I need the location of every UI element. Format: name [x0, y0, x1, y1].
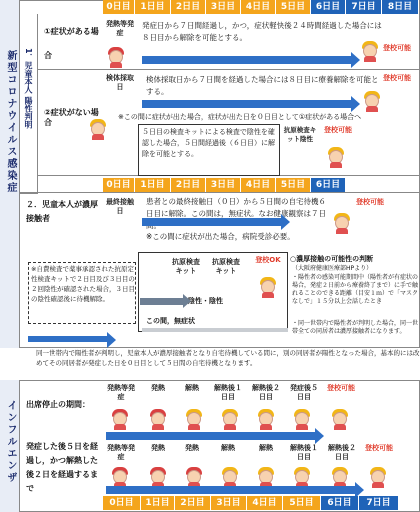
flu-r1-school: 登校可能	[327, 384, 355, 392]
flu-r1-c2: 解熱	[185, 384, 199, 392]
case2-kit-school-ok: 登校可能	[324, 126, 352, 134]
contact-col-label: 最終接触日	[106, 198, 134, 215]
case1-child-icon	[106, 46, 126, 68]
flu-r1-icon	[330, 408, 350, 430]
contact-info-sub: （大阪府健康医療部HPより）	[292, 265, 373, 272]
flu-r2-c6: 解熱後２日目	[328, 444, 356, 461]
no-symptom-band	[142, 328, 288, 332]
section2-title: ２．児童本人が濃厚接触者	[26, 200, 98, 223]
covid-category-label: 新型コロナウイルス感染症	[5, 50, 16, 194]
flu-r2-icon	[110, 466, 130, 488]
flu-r2-icon	[148, 466, 168, 488]
flu-r2-c0: 発熱等発症	[107, 444, 135, 461]
case1-text: 発症日から７日間経過し，かつ，症状軽快後２４時間経過した場合には８日目から解除を可能とする。	[142, 21, 382, 42]
flu-r2-icon	[184, 466, 204, 488]
kit2-label: 抗原検査キット	[212, 258, 240, 275]
day-cell: 8日目	[382, 0, 419, 14]
case1-col-label: 発熱等発症	[106, 20, 134, 37]
flu-r2-c3: 解熱	[221, 444, 235, 452]
case2-kit-label: 抗原検査キット陰性	[283, 126, 317, 143]
case2-kit-text: ５日目の検査キットによる検査で陰性を確認した場合，５日間経過後（６日目）に解除を可能とする。	[142, 128, 275, 158]
day-cell: 3日目	[211, 496, 247, 510]
contact-school-ok: 登校可能	[356, 198, 384, 206]
flu-r1-arrow	[106, 432, 316, 440]
day-cell: 2日目	[171, 178, 206, 192]
case1-arrow	[142, 56, 352, 64]
case2-school-ok: 登校可能	[383, 74, 411, 82]
day-cell: 2日目	[175, 496, 211, 510]
flu-r2-c4: 解熱	[259, 444, 273, 452]
contact-info-2: ・同一世帯内で陽性者が判明した場合，同一世帯全ての同居者は濃厚接触者になります。	[292, 320, 419, 335]
day-cell: 1日目	[141, 496, 175, 510]
flu-rule-text: 発症した後５日を経過し，かつ解熱した後２日を経過するまで	[26, 442, 98, 493]
flu-rule-title: 出席停止の期間：	[26, 400, 90, 409]
day-cell: 2日目	[171, 0, 206, 14]
flu-r1-icon	[220, 408, 240, 430]
flu-r2-icon	[368, 466, 388, 488]
day-cell: 4日目	[241, 0, 276, 14]
flu-r2-icon	[220, 466, 240, 488]
day-cell: 0日目	[103, 0, 135, 14]
case2-label: ②症状がない場合	[44, 108, 99, 127]
flu-r1-c5: 発症後５日目	[290, 384, 318, 401]
day-header-top	[103, 0, 419, 14]
flu-r2-icon	[292, 466, 312, 488]
flu-r2-c1: 発熱	[151, 444, 165, 452]
kit-school-ok: 登校OK	[255, 256, 281, 264]
day-cell: 1日目	[135, 178, 171, 192]
kit-result: 陰性・陰性	[188, 297, 223, 305]
flu-r1-icon	[256, 408, 276, 430]
day-cell: 3日目	[206, 0, 241, 14]
day-header-mid	[103, 178, 346, 192]
section1-title: 1．児童本人 陽性判明	[24, 48, 33, 129]
day-cell: 0日目	[103, 496, 141, 510]
flu-r2-arrow	[106, 486, 356, 494]
flu-r2-icon	[256, 466, 276, 488]
day-cell: 0日目	[103, 178, 135, 192]
day-cell: 1日目	[135, 0, 171, 14]
contact-child-icon	[332, 212, 352, 234]
day-cell: 6日目	[311, 178, 346, 192]
contact-arrow	[142, 218, 282, 226]
flu-r1-icon	[184, 408, 204, 430]
flu-r2-c2: 発熱	[185, 444, 199, 452]
case1-school-ok: 登校可能	[383, 44, 411, 52]
contact-note: ※この間に症状が出た場合，病院受診必要。	[146, 232, 295, 241]
day-cell: 7日目	[359, 496, 399, 510]
case1-label: ①症状がある場合	[44, 27, 99, 60]
household-arrow	[28, 336, 108, 342]
self-test-note: ※自費検査で薬事承認された抗原定性検査キットで２日目及び３日目の２回陰性が確認された場合，３日目の陰性確認後に待機解除。	[31, 265, 135, 303]
case2-child-ok-icon	[362, 90, 382, 112]
case1-child-ok-icon	[360, 40, 380, 62]
contact-info-1: ・陽性者の感染可能期間中（陽性者が有症状の場合，発症２日前から療養終了まで）に手で触れることのできる距離（目安１ｍ）で「マスクなしで」１５分以上会話したとき	[292, 274, 419, 305]
day-cell: 7日目	[346, 0, 382, 14]
flu-r2-c5: 解熱後１日目	[290, 444, 318, 461]
no-symptom-label: この間，無症状	[146, 317, 195, 325]
case2-text: 検体採取日から７日間を経過した場合には８日目に療養解除を可能とする。	[146, 75, 379, 96]
case2-child-icon	[88, 118, 108, 140]
day-cell: 3日目	[206, 178, 241, 192]
case2-note: ※この間に症状が出た場合，症状が出た日を０日目として①症状がある場合へ	[118, 113, 362, 121]
contact-info-title: ○濃厚接触の可能性の判断	[290, 255, 374, 263]
kit-arrow	[140, 298, 184, 305]
day-header-bottom	[103, 496, 399, 510]
flu-r2-icon	[330, 466, 350, 488]
flu-category-label: インフルエンザ	[5, 400, 16, 484]
flu-r1-c4: 解熱後２日目	[252, 384, 280, 401]
flu-r2-school: 登校可能	[365, 444, 393, 452]
flu-r1-c3: 解熱後１日目	[214, 384, 242, 401]
day-cell: 5日目	[276, 178, 311, 192]
case2-kit-child-icon	[326, 146, 346, 168]
flu-r1-c1: 発熱	[151, 384, 165, 392]
kit-child-icon	[258, 276, 278, 298]
day-cell: 4日目	[241, 178, 276, 192]
day-cell: 4日目	[247, 496, 283, 510]
case2-col-label: 検体採取日	[106, 74, 134, 91]
household-note: 同一世帯内で陽性者が判明し，児童本人が濃厚接触者となり自宅待機している間に，別の同居者が陽性となった場合，基本的には改めてその同居者が発症した日を０日目として５日間の自宅待機となります。	[36, 349, 420, 367]
flu-r1-icon	[148, 408, 168, 430]
flu-r1-c0: 発熱等発症	[107, 384, 135, 401]
day-cell: 5日目	[276, 0, 311, 14]
day-cell: 5日目	[283, 496, 321, 510]
flu-r1-icon	[292, 408, 312, 430]
day-cell: 6日目	[321, 496, 359, 510]
flu-r1-icon	[110, 408, 130, 430]
kit1-label: 抗原検査キット	[172, 258, 200, 275]
contact-text: 患者との最終接触日（０日）から５日間の自宅待機６日目に解除。この間は，無症状。なお健康観察は７日	[146, 197, 326, 218]
day-cell: 6日目	[311, 0, 346, 14]
case2-arrow	[142, 100, 352, 108]
